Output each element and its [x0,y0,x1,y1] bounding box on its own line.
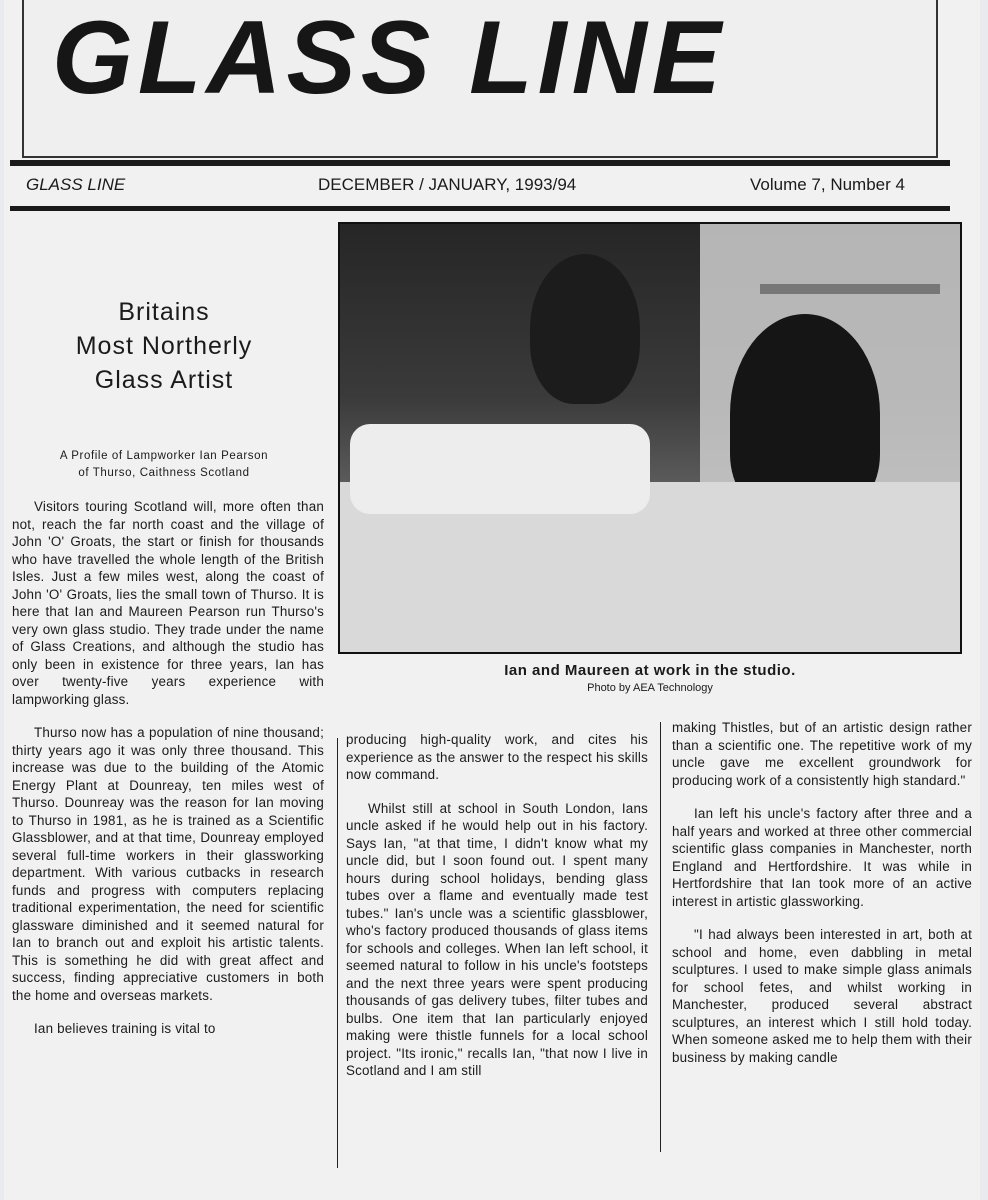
article-headline [24,295,304,397]
subhead-line: of Thurso, Caithness Scotland [78,467,250,479]
paragraph: producing high-quality work, and cites his experience as the answer to the respect his skills now command. [346,732,648,782]
subhead-line: A Profile of Lampworker Ian Pearson [59,450,269,462]
paragraph: Thurso now has a population of nine thousand; thirty years ago it was only three thousand. This increase was due to the building of the Atomic Energy Plant at Dounreay, ten miles west of Thurso. Dounreay was the reason for Ian moving to Thurso in 1981, as he is trained as a Scientific Glassblower, and at that time, Dounreay employed several full-time workers in their glassworking department. With various cutbacks in research funds and progress with computers replacing traditional experimentation, the need for scientific glassware diminished and it seemed natural for Ian to branch out and exploit his artistic talents. This is something he did with great affect and success, finding appreciative customers in both the home and overseas markets. [12,725,324,1003]
issue-volume: Volume 7, Number 4 [750,175,905,194]
issue-date: DECEMBER / JANUARY, 1993/94 [318,175,577,194]
issue-name: GLASS LINE [26,175,126,194]
caption-text: Ian and Maureen at work in the studio. [504,662,796,679]
photo-caption [338,662,962,694]
paragraph: Visitors touring Scotland will, more often than not, reach the far north coast and the village of John 'O' Groats, the start or finish for thousands who have travelled the whole length of the British Isles. Just a few miles west, along the coast of John 'O' Groats, lies the small town of Thurso. It is here that Ian and Maureen Pearson run Thurso's very own glass studio. They trade under the name of Glass Creations, and although the studio has only been in existence for three years, Ian has over twenty-five years experience with lampworking glass. [12,499,324,707]
paragraph: Ian believes training is vital to [34,1021,216,1036]
headline-line: Glass Artist [94,366,234,394]
paragraph: Ian left his uncle's factory after three and a half years and worked at three other commercial scientific glass companies in Manchester, north England and Hertfordshire. It was while in Hertfordshire that Ian took more of an active interest in artistic glassworking. [672,806,972,909]
headline-line: Most Northerly [75,332,253,360]
studio-photo [338,222,962,654]
masthead-title: GLASS LINE [52,0,727,116]
article-subhead [24,448,304,482]
paragraph: Whilst still at school in South London, Ians uncle asked if he would help out in his factory. Says Ian, "at that time, I didn't know what my uncle did, but I soon found out. I spent many hours during school holidays, bending glass tubes over a flame and eventually made test tubes." Ian's uncle was a scientific glassblower, who's factory produced thousands of glass items for schools and colleges. When Ian left school, it seemed natural to follow in his uncle's footsteps and the next three years were spent producing thousands of gas delivery tubes, filter tubes and bulbs. One item that Ian particularly enjoyed making were thistle funnels for a local school project. "Its ironic," recalls Ian, "that now I live in Scotland and I am still [346,800,648,1078]
masthead [22,0,938,158]
bottom-rule [10,206,950,211]
column-1 [12,498,324,1054]
paragraph: making Thistles, but of an artistic design rather than a scientific one. The repetitive work of my uncle gave me excellent groundwork for producing work of a consistently high standard." [672,720,972,788]
column-divider [660,722,661,1152]
paragraph: "I had always been interested in art, both at school and home, even dabbling in metal sculptures. I used to make simple glass animals for school fetes, and whilst working in Manchester, produced several abstract sculptures, an interest which I still hold today. When someone asked me to help them with their business by making candle [672,927,972,1065]
headline-line: Britains [118,298,210,326]
column-3 [672,719,972,1082]
person-maureen [530,254,640,404]
column-divider [337,738,338,1168]
issue-bar [10,166,950,206]
photo-credit: Photo by AEA Technology [587,682,713,694]
column-2 [346,731,648,1096]
newsletter-page [4,0,980,1200]
